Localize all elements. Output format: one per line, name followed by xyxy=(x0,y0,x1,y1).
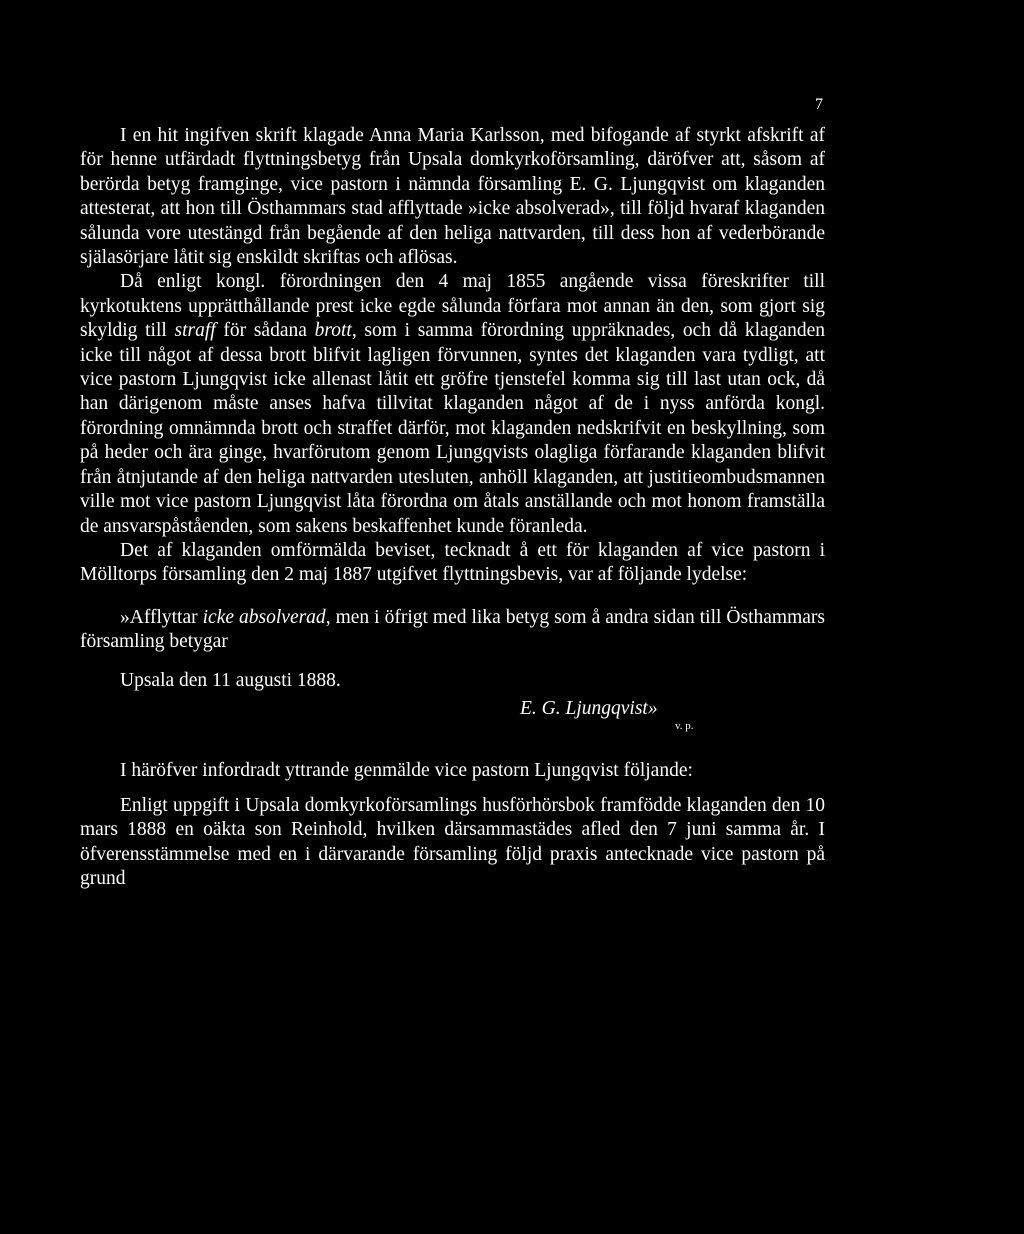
emphasis-icke-absolverad: icke absolverad xyxy=(202,606,326,628)
certificate-quote-part-2: , men i öfrigt med lika betyg som å andra sidan till Östhammars församling betygar xyxy=(80,606,825,653)
paragraph-argument xyxy=(80,270,825,538)
certificate-quote xyxy=(80,606,825,655)
paragraph-certificate: Det af klaganden omförmälda beviset, tecknadt å ett för klaganden af vice pastorn i Mölltorps församling den 2 maj 1887 utgifvet flyttningsbevis, var af följande lydelse: xyxy=(80,539,825,586)
page-number: 7 xyxy=(815,96,823,113)
certificate-quote-part-1: »Afflyttar xyxy=(120,606,203,628)
closing-date: Upsala den 11 augusti 1888. xyxy=(120,669,341,691)
emphasis-straff: straff xyxy=(174,320,216,342)
signature-title: v. p. xyxy=(675,720,694,733)
section-gap xyxy=(80,733,825,759)
signature: E. G. Ljungqvist» xyxy=(520,697,658,719)
paragraph-argument-part-3: , som i samma förordning uppräknades, och då klaganden icke till något af dessa brott blifvit lagligen förvunnen, syntes det klaganden vara tydligt, att vice pastorn Ljungqvist icke allenast låtit ett gröfre tjenstefel komma sig till last utan ock, då han därigenom måste anses hafva tillvitat klaganden något af de i nyss anförda kongl. förordning omnämnda brott och straffet därför, mot klaganden nedskrifvit en beskyllning, som på heder och ära ginge, hvarförutom genom Ljungqvists olagliga förfarande klaganden blifvit från åtnjutande af den heliga nattvarden utesluten, anhöll klaganden, att justitieombudsmannen ville mot vice pastorn Ljungqvist låta förordna om åtals anställande och mot honom framställa de ansvarspåståenden, som sakens beskaffenhet kunde föranleda. xyxy=(80,320,825,537)
paragraph-argument-part-2: för sådana xyxy=(215,320,315,342)
document-page xyxy=(80,92,825,891)
paragraph-response-intro: I häröfver infordradt yttrande genmälde vice pastorn Ljungqvist följande: xyxy=(120,760,693,782)
paragraph-argument-part-1: Då enligt kongl. förordningen den 4 maj 1855 angående vissa föreskrifter till kyrkotuktens upprätthållande prest icke egde sålunda förfara mot annan än den, som gjort sig skyldig till xyxy=(80,271,825,342)
paragraph-response: Enligt uppgift i Upsala domkyrkoförsamlings husförhörsbok framfödde klaganden den 10 mars 1888 en oäkta son Reinhold, hvilken därsammastädes afled den 7 juni samma år. I öfverensstämmelse med en i därvarande församling följd praxis antecknade vice pastorn på grund xyxy=(80,794,825,889)
paragraph-complaint: I en hit ingifven skrift klagade Anna Maria Karlsson, med bifogande af styrkt afskrift af för henne utfärdadt flyttningsbetyg från Upsala domkyrkoförsamling, däröfver att, såsom af berörda betyg framginge, vice pastorn i nämnda församling E. G. Ljungqvist om klaganden attesterat, att hon till Östhammars stad afflyttade »icke absolverad», till följd hvaraf klaganden sålunda vore utestängd från begående af den heliga nattvarden, till dess hon af vederbörande själasörjare låtit sig enskildt skriftas och aflösas. xyxy=(80,125,825,269)
emphasis-brott: brott xyxy=(314,320,352,342)
